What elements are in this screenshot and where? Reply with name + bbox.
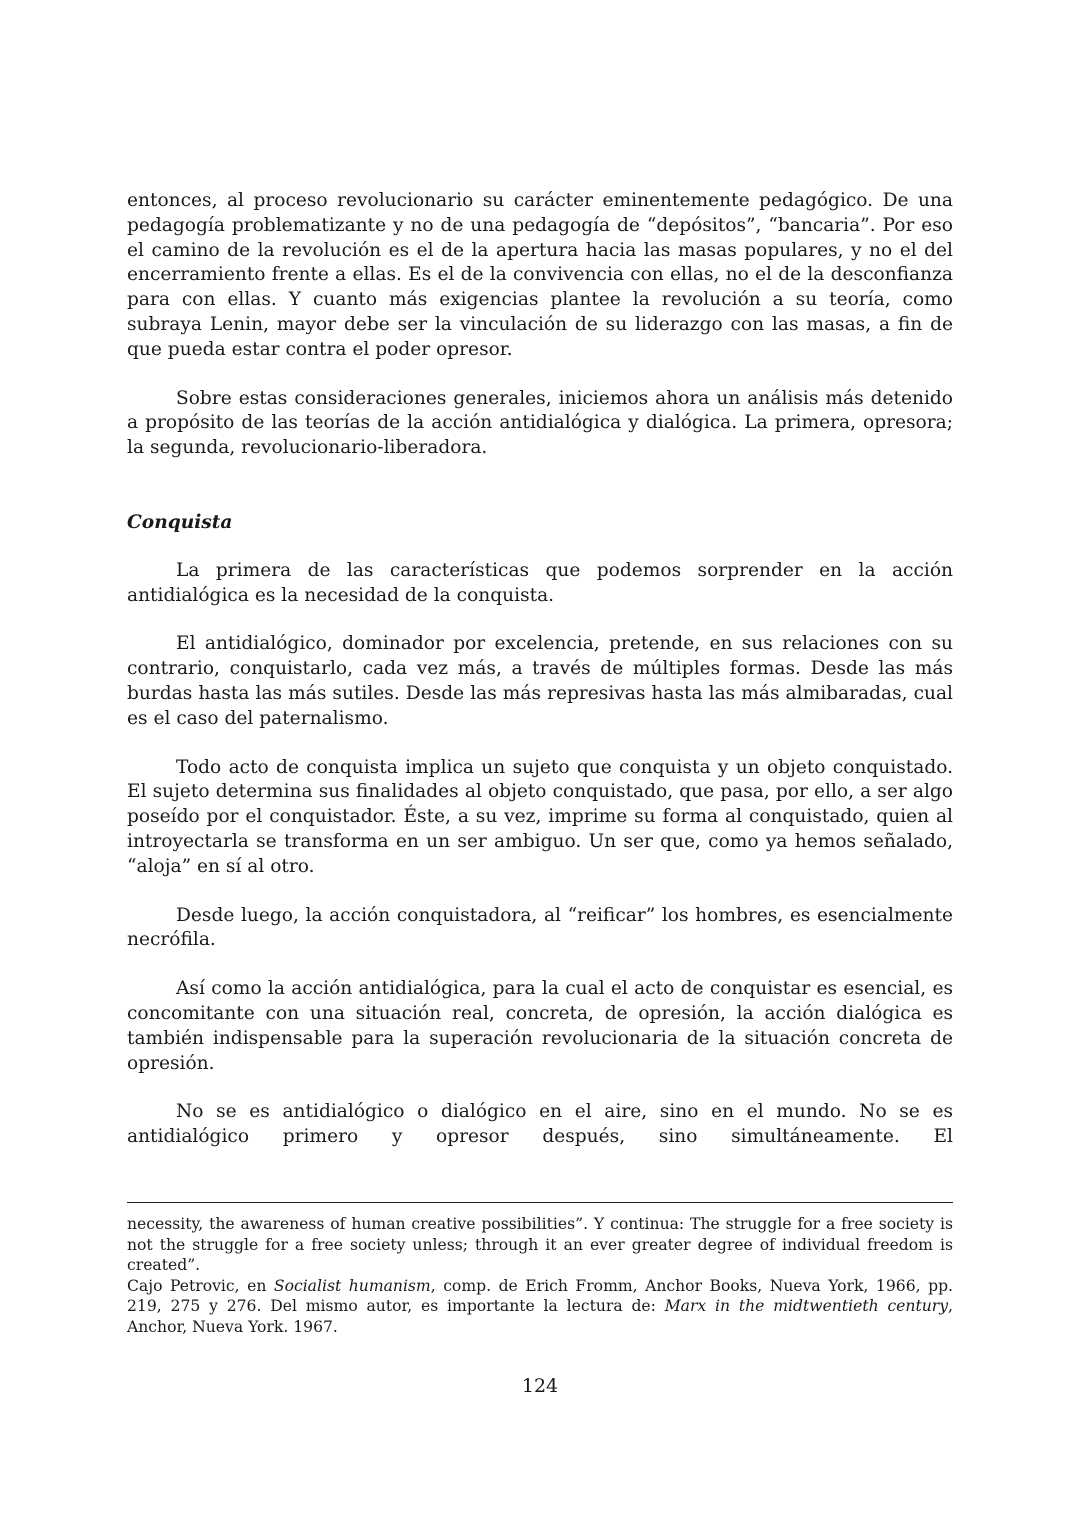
paragraph-2: Sobre estas consideraciones generales, iniciemos ahora un análisis más detenido a propósito de las teorías de la acción antidialógica y dialógica. La primera, opresora; la segunda, revolucionario-liberadora. [127, 387, 953, 459]
footnote-2-title-2: Marx in the midtwentieth century [664, 1297, 949, 1316]
paragraph-5: Todo acto de conquista implica un sujeto que conquista y un objeto conquistado. El sujeto determina sus finalidades al objeto conquistado, que pasa, por ello, a ser algo poseído por el conquistador. Éste, a su vez, imprime su forma al conquistado, quien al introyectarla se transforma en un ser ambiguo. Un ser que, como ya hemos señalado, “aloja” en sí al otro. [127, 756, 953, 877]
footnote-2-text-b: , comp. de Erich Fromm, Anchor Books, Nueva York, 1966, pp. 219, 275 y 276. Del mismo autor, es importante la lectura de: [127, 1276, 954, 1316]
section-heading: Conquista [127, 511, 233, 533]
footnote-2 [127, 1276, 953, 1338]
footnote-2-title-1: Socialist humanism [273, 1276, 431, 1295]
paragraph-1: entonces, al proceso revolucionario su carácter eminentemente pedagógico. De una pedagogía problematizante y no de una pedagogía de “depósitos”, “bancaria”. Por eso el camino de la revolución es el de la apertura hacia las masas populares, y no el del encerramiento frente a ellas. Es el de la convivencia con ellas, no el de la desconfianza para con ellas. Y cuanto más exigencias plantee la revolución a su teoría, como subraya Lenin, mayor debe ser la vinculación de su liderazgo con las masas, a fin de que pueda estar contra el poder opresor. [127, 190, 953, 360]
footnote-1: necessity, the awareness of human creative possibilities”. Y continua: The struggle for a free society is not the struggle for a free society unless; through it an ever greater degree of individual freedom is created”. [127, 1215, 953, 1275]
paragraph-8: No se es antidialógico o dialógico en el aire, sino en el mundo. No se es antidialógico primero y opresor después, sino simultáneamente. El [127, 1101, 953, 1148]
footnote-2-text-c: , Anchor, Nueva York. 1967. [127, 1297, 953, 1336]
footnote-divider [127, 1202, 953, 1203]
paragraph-6: Desde luego, la acción conquistadora, al “reificar” los hombres, es esencialmente necrófila. [127, 904, 953, 951]
paragraph-3: La primera de las características que podemos sorprender en la acción antidialógica es la necesidad de la conquista. [127, 559, 953, 606]
paragraph-7: Así como la acción antidialógica, para la cual el acto de conquistar es esencial, es concomitante con una situación real, concreta, de opresión, la acción dialógica es también indispensable para la superación revolucionaria de la situación concreta de opresión. [127, 978, 953, 1074]
paragraph-4: El antidialógico, dominador por excelencia, pretende, en sus relaciones con su contrario, conquistarlo, cada vez más, a través de múltiples formas. Desde las más burdas hasta las más sutiles. Desde las más represivas hasta las más almibaradas, cual es el caso del paternalismo. [127, 633, 953, 729]
footnotes [127, 1214, 953, 1338]
footnote-2-text-a: Cajo Petrovic, en [127, 1276, 274, 1295]
main-text [127, 189, 953, 1174]
page-number: 124 [521, 1375, 559, 1397]
